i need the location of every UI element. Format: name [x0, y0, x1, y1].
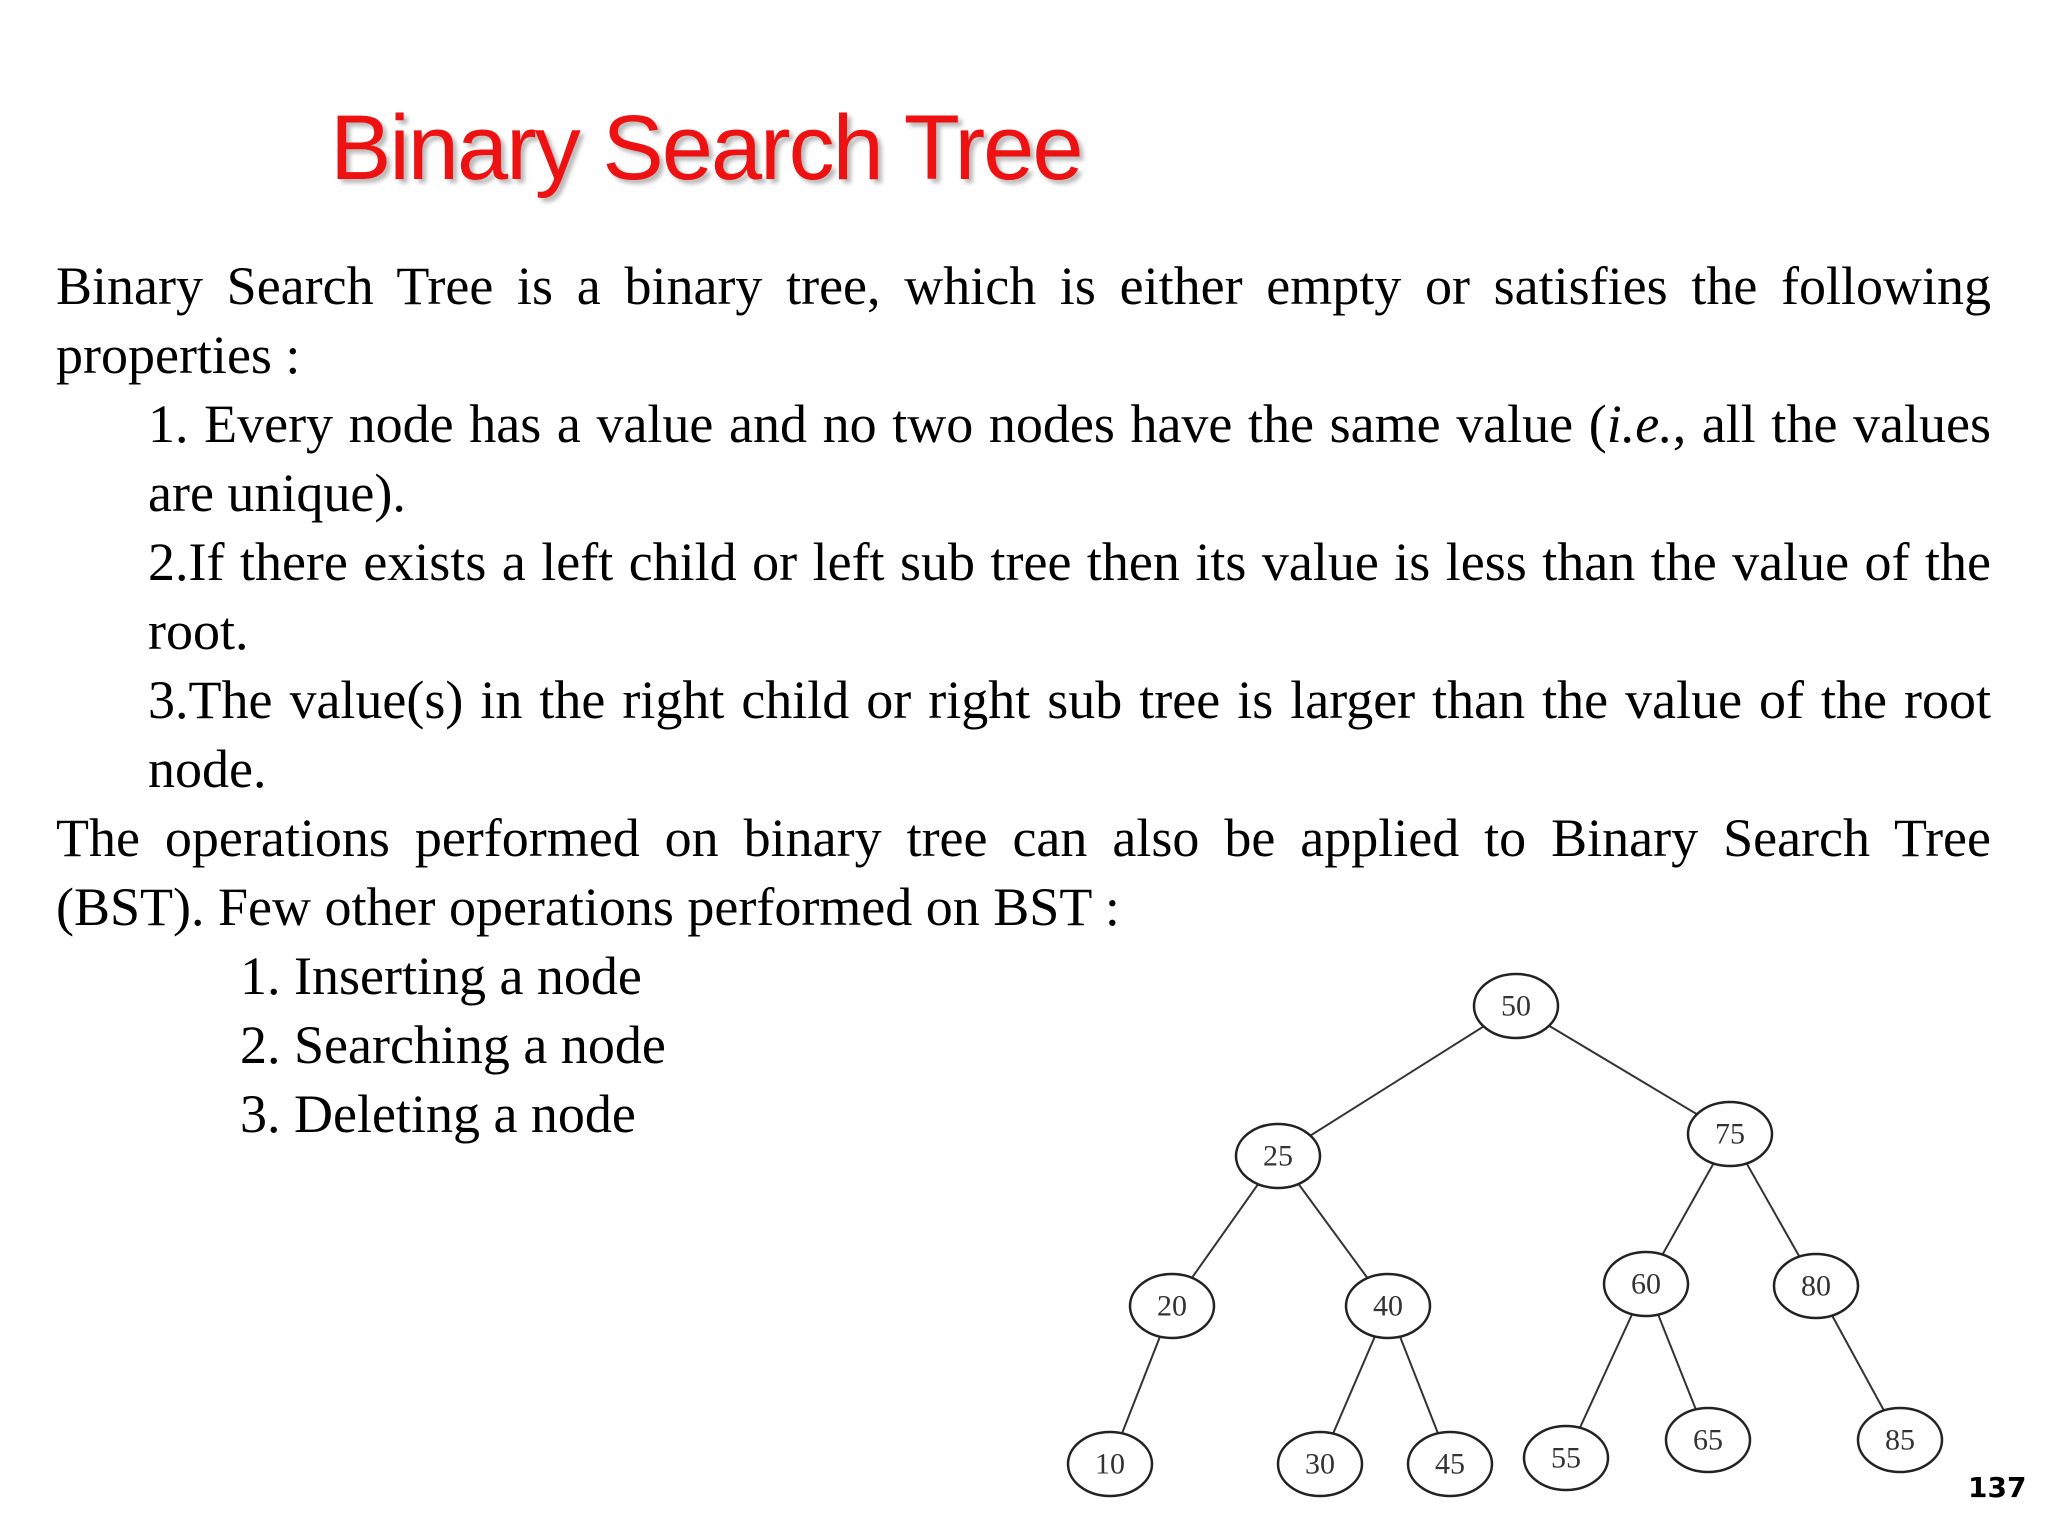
tree-node [1130, 1274, 1214, 1338]
intro-paragraph: Binary Search Tree is a binary tree, which is either empty or satisfies the following properties : [56, 256, 1991, 385]
property-1-ie: i.e. [1606, 394, 1673, 454]
tree-node [1524, 1426, 1608, 1490]
tree-node-label: 25 [1263, 1139, 1293, 1173]
tree-node [1474, 974, 1558, 1038]
tree-node-label: 60 [1631, 1267, 1661, 1301]
tree-node-label: 30 [1305, 1447, 1335, 1481]
operation-3: 3. Deleting a node [240, 1084, 636, 1144]
property-3: 3.The value(s) in the right child or right sub tree is larger than the value of the root node. [148, 670, 1991, 799]
operation-1: 1. Inserting a node [240, 946, 642, 1006]
tree-node [1604, 1252, 1688, 1316]
operation-2: 2. Searching a node [240, 1015, 666, 1075]
tree-node-label: 55 [1551, 1441, 1581, 1475]
tree-node [1278, 1432, 1362, 1496]
tree-node-label: 50 [1501, 989, 1531, 1023]
tree-node [1236, 1124, 1320, 1188]
tree-node [1068, 1432, 1152, 1496]
property-2: 2.If there exists a left child or left sub tree then its value is less than the value of the root. [148, 532, 1991, 661]
tree-node-label: 45 [1435, 1447, 1465, 1481]
slide-title: Binary Search Tree [330, 97, 1082, 199]
operations-paragraph: The operations performed on binary tree can also be applied to Binary Search Tree (BST). Few other operations performed on BST : [56, 808, 1991, 937]
page-number: 137 [1968, 1471, 2027, 1504]
tree-nodes [1068, 974, 1942, 1496]
tree-node [1688, 1102, 1772, 1166]
tree-node [1346, 1274, 1430, 1338]
tree-node-label: 20 [1157, 1289, 1187, 1323]
tree-node [1666, 1408, 1750, 1472]
tree-node-label: 40 [1373, 1289, 1403, 1323]
tree-edges [1110, 1006, 1900, 1464]
property-1-post: , all the values are unique). [148, 394, 1991, 523]
tree-node-label: 65 [1693, 1423, 1723, 1457]
tree-node [1858, 1408, 1942, 1472]
tree-node-label: 10 [1095, 1447, 1125, 1481]
tree-node-label: 85 [1885, 1423, 1915, 1457]
tree-edge [1278, 1006, 1516, 1156]
tree-node [1774, 1254, 1858, 1318]
tree-node-label: 75 [1715, 1117, 1745, 1151]
tree-node [1408, 1432, 1492, 1496]
property-1-pre: 1. Every node has a value and no two nodes have the same value ( [148, 394, 1607, 454]
tree-node-label: 80 [1801, 1269, 1831, 1303]
